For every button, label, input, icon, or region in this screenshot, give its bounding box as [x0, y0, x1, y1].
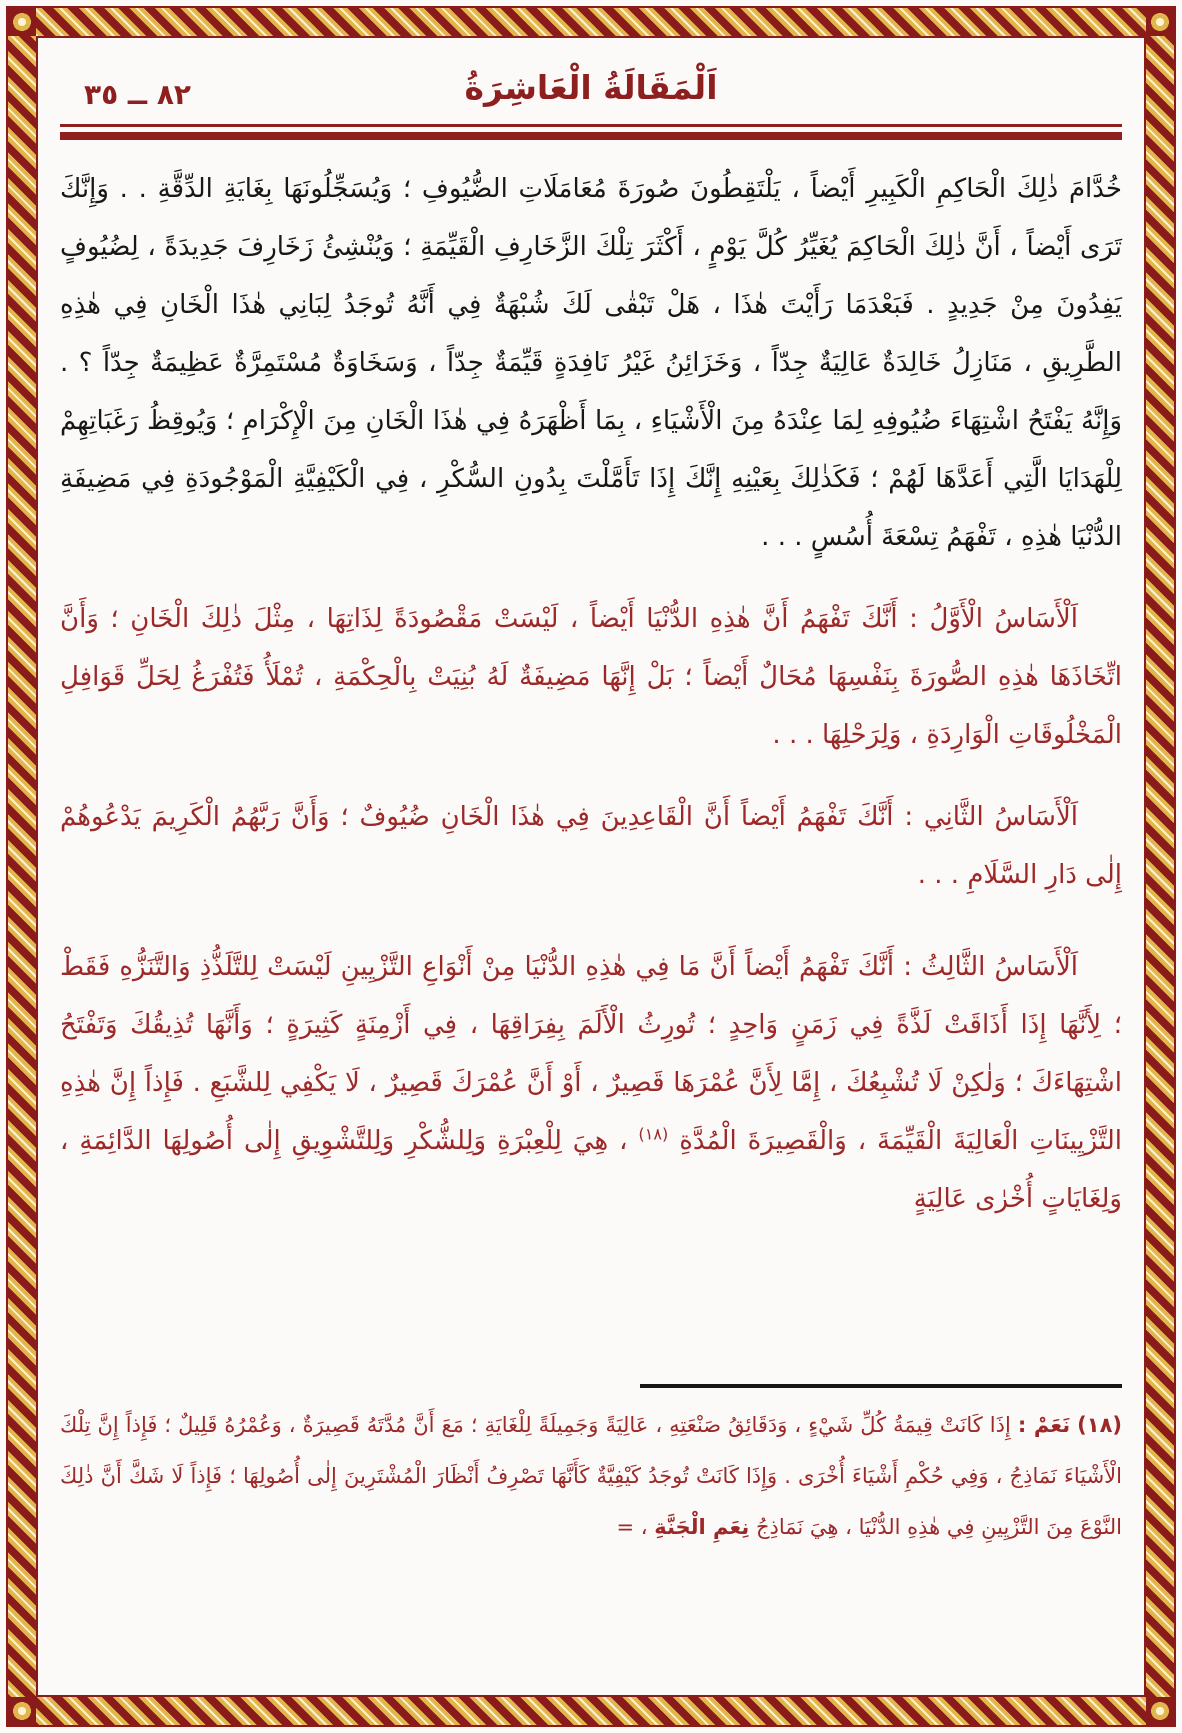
border-corner-rosette [1146, 8, 1174, 36]
footnote-lead-word: نَعَمْ : [1017, 1413, 1071, 1437]
footnote-emphasis: نِعَمِ الْجَنَّةِ [654, 1515, 750, 1539]
footnote [60, 1400, 1122, 1553]
paragraph-intro: خُدَّامَ ذٰلِكَ الْحَاكِمِ الْكَبِيرِ أَيْضاً ، يَلْتَقِطُونَ صُورَةَ مُعَامَلَاتِ الضُّيُوفِ ؛ وَيُسَجِّلُونَهَا بِغَايَةِ الدِّقَّةِ . . وَإِنَّكَ تَرَى أَيْضاً ، أَنَّ ذٰلِكَ الْحَاكِمَ يُغَيِّرُ كُلَّ يَوْمٍ ، أَكْثَرَ تِلْكَ الزَّخَارِفِ الْقَيِّمَةِ ؛ وَيُنْشِئُ زَخَارِفَ جَدِيدَةً ، لِضُيُوفٍ يَفِدُونَ مِنْ جَدِيدٍ . فَبَعْدَمَا رَأَيْتَ هٰذَا ، هَلْ تَبْقٰى لَكَ شُبْهَةٌ فِي أَنَّهُ تُوجَدُ لِبَانِي هٰذَا الْخَانِ فِي هٰذِهِ الطَّرِيقِ ، مَنَازِلُ خَالِدَةٌ عَالِيَةٌ جِدّاً ، وَخَزَائِنُ غَيْرُ نَافِدَةٍ قَيِّمَةٌ جِدّاً ، وَسَخَاوَةٌ مُسْتَمِرَّةٌ عَظِيمَةٌ جِدّاً ؟ . وَإِنَّهُ يَفْتَحُ اشْتِهَاءَ ضُيُوفِهِ لِمَا عِنْدَهُ مِنَ الْأَشْيَاءِ ، بِمَا أَظْهَرَهُ فِي هٰذَا الْخَانِ مِنَ الْإِكْرَامِ ؛ وَيُوقِظُ رَغَبَاتِهِمْ لِلْهَدَايَا الَّتِي أَعَدَّهَا لَهُمْ ؛ فَكَذٰلِكَ بِعَيْنِهِ إِنَّكَ إِذَا تَأَمَّلْتَ بِدُونِ السُّكْرِ ، فِي الْكَيْفِيَّةِ الْمَوْجُودَةِ فِي مَضِيفَةِ الدُّنْيَا هٰذِهِ ، تَفْهَمُ تِسْعَةَ أُسُسٍ . . . [60, 174, 1122, 552]
header-rule-thin [60, 124, 1122, 127]
page-title: اَلْمَقَالَةُ الْعَاشِرَةُ [464, 68, 718, 107]
paragraph-asas-3 [60, 938, 1122, 1228]
page-header [60, 64, 1122, 122]
header-rule-thick [60, 132, 1122, 140]
page-number: ٨٢ ــ ٣٥ [84, 78, 192, 111]
footnote-tail: ، = [616, 1515, 648, 1539]
paragraph-asas-1: اَلْأَسَاسُ الْأَوَّلُ : أَنَّكَ تَفْهَمُ أَنَّ هٰذِهِ الدُّنْيَا أَيْضاً ، لَيْسَتْ مَقْصُودَةً لِذَاتِهَا ، مِثْلَ ذٰلِكَ الْخَانِ ؛ وَأَنَّ اتِّخَاذَهَا هٰذِهِ الصُّورَةَ بِنَفْسِهَا مُحَالٌ أَيْضاً ؛ بَلْ إِنَّهَا مَضِيفَةٌ لَهُ بُنِيَتْ بِالْحِكْمَةِ ، تُمْلَأُ فَتُفْرَغُ لِحَلِّ قَوَافِلِ الْمَخْلُوقَاتِ الْوَارِدَةِ ، وَلِرَحْلِهَا . . . [60, 604, 1122, 750]
border-corner-rosette [8, 1697, 36, 1725]
header-rule [60, 124, 1122, 140]
footnote-text: إِذَا كَانَتْ قِيمَةُ كُلِّ شَيْءٍ ، وَدَقَائِقُ صَنْعَتِهِ ، عَالِيَةً وَجَمِيلَةً لِلْغَايَةِ ؛ مَعَ أَنَّ مُدَّتَهُ قَصِيرَةٌ ، وَعُمْرُهُ قَلِيلٌ ؛ فَإِذاً إِنَّ تِلْكَ الْأَشْيَاءَ نَمَاذِجُ ، وَفِي حُكْمِ أَشْيَاءَ أُخْرَى . وَإِذَا كَانَتْ تُوجَدُ كَيْفِيَّةٌ كَأَنَّهَا تَصْرِفُ أَنْظَارَ الْمُشْتَرِينَ إِلٰى أُصُولِهَا ؛ فَإِذاً لَا شَكَّ أَنَّ ذٰلِكَ النَّوْعَ مِنَ التَّزْيِينِ فِي هٰذِهِ الدُّنْيَا ، هِيَ نَمَاذِجُ [60, 1413, 1122, 1539]
body-text [60, 160, 1122, 1252]
asas-3-text-before-ref: اَلْأَسَاسُ الثَّالِثُ : أَنَّكَ تَفْهَمُ أَيْضاً أَنَّ مَا فِي هٰذِهِ الدُّنْيَا مِنْ أَنْوَاعِ التَّزْيِينِ لَيْسَتْ لِلتَّلَذُّذِ وَالتَّنَزُّهِ فَقَطْ ؛ لِأَنَّهَا إِذَا أَذَاقَتْ لَذَّةً فِي زَمَنٍ وَاحِدٍ ؛ تُورِثُ الْأَلَمَ بِفِرَاقِهَا ، فِي أَزْمِنَةٍ كَثِيرَةٍ ؛ وَأَنَّهَا تُذِيقُكَ وَتَفْتَحُ اشْتِهَاءَكَ ؛ وَلٰكِنْ لَا تُشْبِعُكَ ، إِمَّا لِأَنَّ عُمْرَهَا قَصِيرٌ ، أَوْ أَنَّ عُمْرَكَ قَصِيرٌ ، لَا يَكْفِي لِلشَّبَعِ . فَإِذاً إِنَّ هٰذِهِ التَّزْيِينَاتِ الْعَالِيَةَ الْقَيِّمَةَ ، وَالْقَصِيرَةَ الْمُدَّةِ [60, 952, 1122, 1156]
footnote-separator [640, 1384, 1122, 1388]
border-corner-rosette [1146, 1697, 1174, 1725]
paragraph-asas-2: اَلْأَسَاسُ الثَّانِي : أَنَّكَ تَفْهَمُ أَيْضاً أَنَّ الْقَاعِدِينَ فِي هٰذَا الْخَانِ ضُيُوفٌ ؛ وَأَنَّ رَبَّهُمُ الْكَرِيمَ يَدْعُوهُمْ إِلٰى دَارِ السَّلَامِ . . . [60, 802, 1122, 890]
footnote-number: (١٨) [1077, 1413, 1122, 1437]
asas-3-text-after-ref: ، هِيَ لِلْعِبْرَةِ وَلِلشُّكْرِ وَلِلتَّشْوِيقِ إِلٰى أُصُولِهَا الدَّائِمَةِ ، وَلِغَايَاتٍ أُخْرٰى عَالِيَةٍ [60, 1126, 1122, 1214]
border-corner-rosette [8, 8, 36, 36]
footnote-ref-marker: (١٨) [638, 1124, 669, 1144]
